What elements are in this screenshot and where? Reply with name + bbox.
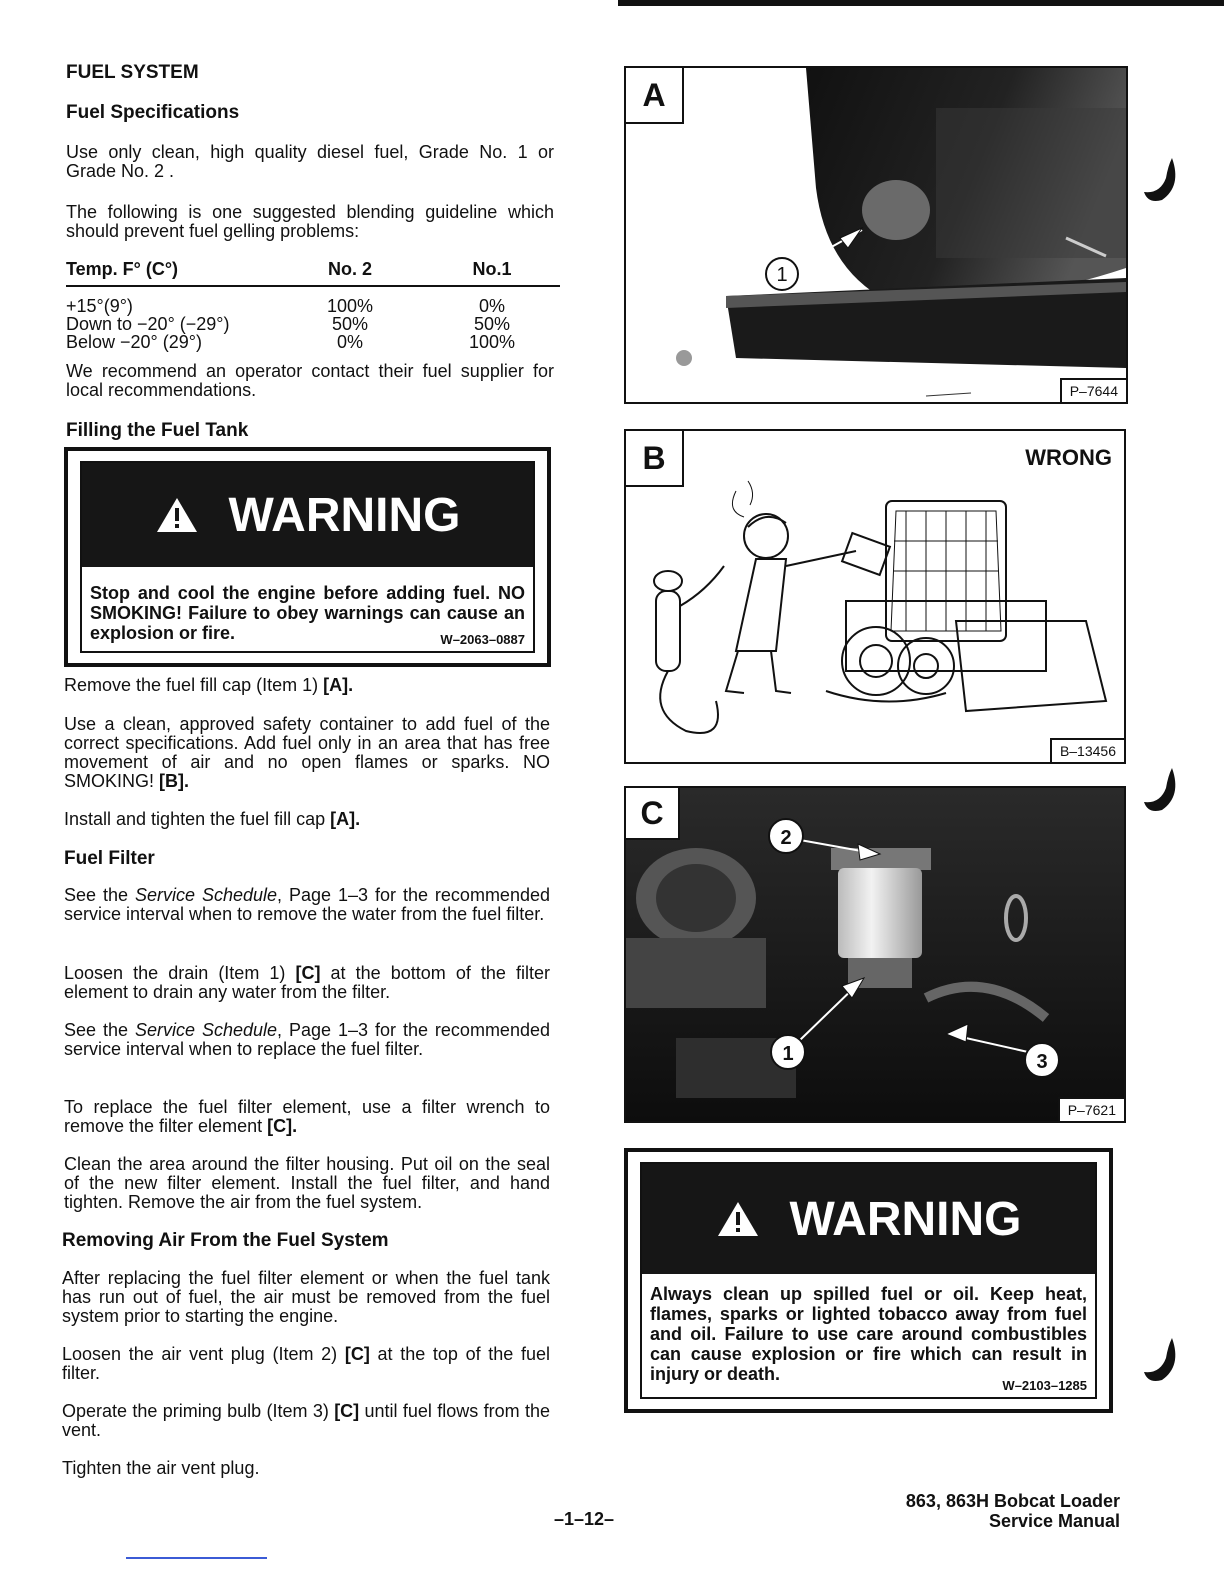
filter-p2 bbox=[64, 964, 550, 1002]
page-number: –1–12– bbox=[554, 1509, 615, 1529]
blend-table-body bbox=[66, 296, 560, 350]
warning-banner bbox=[82, 463, 533, 567]
fuel-specs-p2: The following is one suggested blending guideline which should prevent fuel gelling problems: bbox=[66, 202, 554, 241]
figure-b-illustration bbox=[626, 431, 1124, 762]
filter-title: Fuel Filter bbox=[64, 848, 155, 869]
figure-c bbox=[624, 786, 1126, 1123]
binder-mark-icon bbox=[1142, 766, 1182, 816]
table-row bbox=[66, 332, 560, 350]
figure-code: B–13456 bbox=[1050, 738, 1124, 762]
filter-p3 bbox=[64, 1021, 550, 1059]
figure-letter: A bbox=[626, 68, 684, 124]
figure-ref: [C]. bbox=[267, 1116, 298, 1136]
filter-p1 bbox=[64, 886, 550, 924]
manual-title-line2: Service Manual bbox=[988, 1511, 1120, 1531]
warning-box-spill bbox=[624, 1148, 1113, 1413]
figure-code: P–7644 bbox=[1060, 378, 1126, 402]
filter-p4-text: To replace the fuel filter element, use a filter wrench to remove the filter element bbox=[64, 1097, 550, 1136]
fuel-specs-p1: Use only clean, high quality diesel fuel, Grade No. 1 or Grade No. 2 . bbox=[66, 142, 554, 181]
figure-b bbox=[624, 429, 1126, 764]
callout-number: 2 bbox=[780, 827, 792, 849]
table-cell: 50% bbox=[473, 314, 511, 334]
service-schedule-ref: Service Schedule bbox=[134, 885, 278, 905]
table-cell: 100% bbox=[468, 332, 516, 352]
table-cell: 0% bbox=[336, 332, 363, 352]
filter-p4 bbox=[64, 1098, 550, 1136]
filling-p1 bbox=[64, 676, 554, 695]
table-row bbox=[66, 314, 560, 332]
figure-code: P–7621 bbox=[1058, 1097, 1124, 1121]
warning-box-fuel bbox=[64, 447, 551, 667]
filling-p2 bbox=[64, 715, 550, 791]
warning-triangle-icon bbox=[155, 496, 199, 534]
air-p2-text: Loosen the air vent plug (Item 2) bbox=[62, 1344, 345, 1364]
table-row bbox=[66, 296, 560, 314]
warning-banner bbox=[642, 1164, 1095, 1274]
callout-number: 3 bbox=[1036, 1051, 1048, 1073]
wrong-label: WRONG bbox=[1025, 445, 1112, 470]
warning-code: W–2063–0887 bbox=[440, 632, 525, 647]
table-cell: 100% bbox=[326, 296, 374, 316]
service-schedule-ref: Service Schedule bbox=[134, 1020, 278, 1040]
manual-title bbox=[906, 1491, 1120, 1531]
figure-a-photo bbox=[626, 68, 1126, 402]
table-cell: 50% bbox=[331, 314, 369, 334]
warning-inner bbox=[80, 461, 535, 653]
footer-rule bbox=[126, 1557, 267, 1559]
figure-letter: C bbox=[626, 788, 680, 840]
filter-p5: Clean the area around the filter housing. Put oil on the seal of the new filter element. Install the fuel filter, and hand tighten. Remove the air from the fuel system. bbox=[64, 1154, 550, 1212]
table-cell: Down to −20° (−29°) bbox=[66, 314, 230, 334]
figure-c-photo bbox=[626, 788, 1124, 1121]
table-cell: 0% bbox=[478, 296, 505, 316]
filter-p3-text: See the bbox=[64, 1020, 135, 1040]
table-header-temp: Temp. F° (C°) bbox=[66, 259, 179, 279]
filter-p1-text: See the bbox=[64, 885, 135, 905]
warning-inner bbox=[640, 1162, 1097, 1399]
filter-p2-text: at the bottom of the filter element to drain any water from the filter. bbox=[64, 963, 550, 1002]
warning-banner-label: WARNING bbox=[228, 488, 461, 542]
filter-p1-text: , Page 1–3 for the recommended service interval when to remove the water from the fuel filter. bbox=[64, 885, 550, 924]
air-p2-text: at the top of the fuel filter. bbox=[62, 1344, 550, 1383]
blend-table-header bbox=[66, 259, 560, 287]
section-heading: FUEL SYSTEM bbox=[66, 62, 199, 83]
top-rule bbox=[618, 0, 1224, 6]
air-p3-text: until fuel flows from the vent. bbox=[62, 1401, 550, 1440]
air-p4: Tighten the air vent plug. bbox=[62, 1458, 260, 1478]
figure-a bbox=[624, 66, 1128, 404]
table-header-no1: No.1 bbox=[472, 259, 512, 279]
air-p3 bbox=[62, 1402, 550, 1440]
binder-mark-icon bbox=[1142, 1336, 1182, 1386]
figure-ref: [A]. bbox=[323, 675, 354, 695]
manual-title-line1: 863, 863H Bobcat Loader bbox=[905, 1491, 1120, 1511]
warning-text: Stop and cool the engine before adding fuel. NO SMOKING! Failure to obey warnings can cause an explosion or fire. bbox=[90, 583, 525, 643]
filter-p3-text: , Page 1–3 for the recommended service interval when to replace the fuel filter. bbox=[64, 1020, 550, 1059]
warning-banner-label: WARNING bbox=[789, 1192, 1022, 1246]
filling-p3-text: Install and tighten the fuel fill cap bbox=[64, 809, 331, 829]
warning-text: Always clean up spilled fuel or oil. Keep heat, flames, sparks or lighted tobacco away from fuel and oil. Failure to use care around combustibles can cause explosion or fire which can result in injury or death. bbox=[650, 1284, 1087, 1384]
figure-ref: [C] bbox=[295, 963, 321, 983]
warning-triangle-icon bbox=[716, 1200, 760, 1238]
warning-code: W–2103–1285 bbox=[1002, 1378, 1087, 1393]
figure-ref: [A]. bbox=[330, 809, 361, 829]
binder-mark-icon bbox=[1142, 156, 1182, 206]
figure-ref: [C] bbox=[334, 1401, 360, 1421]
filling-title: Filling the Fuel Tank bbox=[66, 420, 249, 441]
filling-p2-text: Use a clean, approved safety container to add fuel of the correct specifications. Add fuel only in an area that has free movement of air and no open flames or sparks. NO SMOKING! bbox=[64, 714, 550, 791]
callout-number: 1 bbox=[782, 1043, 794, 1065]
air-p1: After replacing the fuel filter element or when the fuel tank has run out of fuel, the air must be removed from the fuel system prior to starting the engine. bbox=[62, 1268, 550, 1326]
air-p3-text: Operate the priming bulb (Item 3) bbox=[62, 1401, 335, 1421]
figure-ref: [B]. bbox=[159, 771, 190, 791]
table-header-no2: No. 2 bbox=[327, 259, 372, 279]
figure-letter: B bbox=[626, 431, 684, 487]
table-cell: +15°(9°) bbox=[66, 296, 133, 316]
air-title: Removing Air From the Fuel System bbox=[62, 1230, 389, 1251]
filling-p1-text: Remove the fuel fill cap (Item 1) bbox=[64, 675, 324, 695]
filter-p2-text: Loosen the drain (Item 1) bbox=[64, 963, 296, 983]
filling-p3 bbox=[64, 810, 554, 829]
figure-ref: [C] bbox=[344, 1344, 370, 1364]
table-cell: Below −20° (29°) bbox=[66, 332, 202, 352]
callout-number: 1 bbox=[776, 264, 788, 286]
fuel-specs-p3: We recommend an operator contact their fuel supplier for local recommendations. bbox=[66, 361, 554, 400]
fuel-specs-title: Fuel Specifications bbox=[66, 102, 240, 123]
air-p2 bbox=[62, 1345, 550, 1383]
